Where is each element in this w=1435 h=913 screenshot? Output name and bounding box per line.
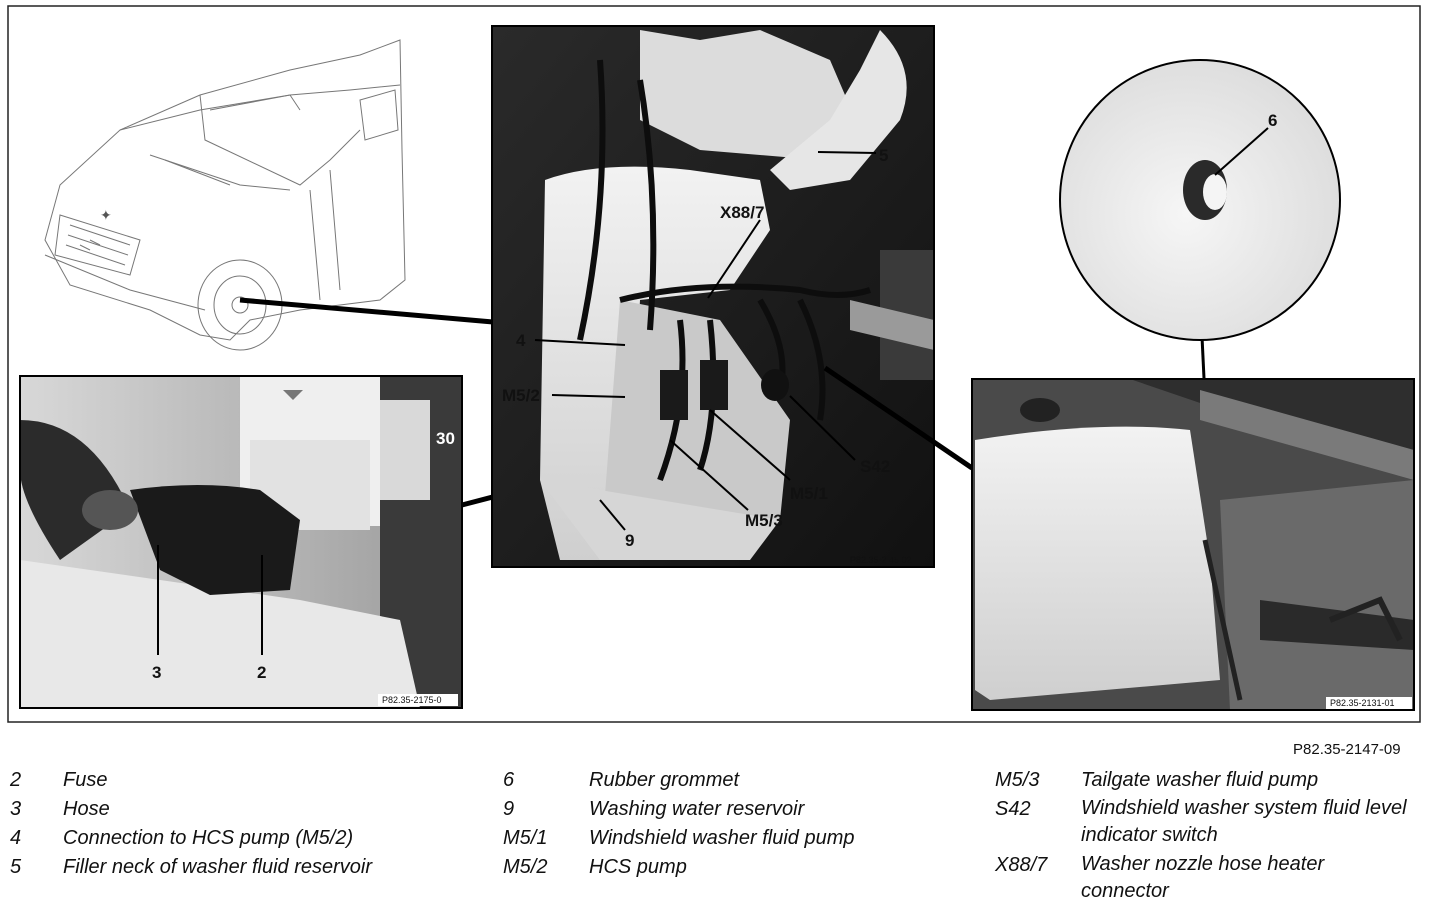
callout-x88-7: X88/7: [720, 203, 765, 222]
legend-code: 5: [10, 856, 22, 878]
legend-column-1: [10, 766, 480, 882]
callout-9: 9: [625, 531, 635, 550]
legend-item: [503, 853, 973, 882]
figure-reference: P82.35-2147-09: [1293, 741, 1401, 758]
photo-right-reservoir: [972, 379, 1414, 710]
legend-code: X88/7: [995, 854, 1048, 876]
legend-item: [995, 766, 1425, 795]
legend-desc: Fuse: [63, 769, 108, 791]
legend-code: M5/3: [995, 769, 1040, 791]
legend-code: 2: [10, 769, 22, 791]
photo-code-center: P82.35-2 45 02: [850, 555, 912, 565]
legend-desc: Washing water reservoir: [589, 798, 805, 820]
legend-desc: Filler neck of washer fluid reservoir: [63, 856, 372, 878]
callout-4: 4: [516, 331, 526, 350]
legend-code: 3: [10, 798, 22, 820]
car-star-emblem: ✦: [100, 208, 112, 224]
callout-s42: S42: [860, 457, 891, 476]
legend-desc: Windshield washer system fluid level indicator switch: [1081, 797, 1407, 846]
legend-item: [10, 824, 480, 853]
legend-column-2: [503, 766, 973, 882]
legend-code: M5/1: [503, 827, 548, 849]
callout-m5-2: M5/2: [502, 386, 540, 405]
legend-desc: Rubber grommet: [589, 769, 740, 791]
legend-item: [995, 851, 1425, 907]
photo-code-right: P82.35-2131-01: [1330, 698, 1395, 708]
photo-code-left: P82.35-2175-0: [382, 695, 442, 705]
callout-m5-3: M5/3: [745, 511, 783, 530]
legend-code: 6: [503, 769, 515, 791]
legend-item: [995, 795, 1425, 851]
legend-item: [503, 824, 973, 853]
legend-desc: Connection to HCS pump (M5/2): [63, 827, 354, 849]
legend-item: [503, 766, 973, 795]
legend-column-3: [995, 766, 1425, 907]
callout-2: 2: [257, 663, 267, 682]
callout-30: 30: [436, 429, 455, 448]
legend-item: [10, 853, 480, 882]
callout-6: 6: [1268, 111, 1278, 130]
legend-desc: Windshield washer fluid pump: [589, 827, 855, 849]
legend-desc: HCS pump: [589, 856, 687, 878]
legend-desc: Washer nozzle hose heater connector: [1081, 853, 1325, 902]
legend-item: [503, 795, 973, 824]
legend-code: S42: [995, 798, 1031, 820]
legend-code: 4: [10, 827, 22, 849]
legend-desc: Tailgate washer fluid pump: [1081, 769, 1319, 791]
legend-code: 9: [503, 798, 515, 820]
legend-item: [10, 766, 480, 795]
legend-code: M5/2: [503, 856, 548, 878]
photo-center-reservoir: [492, 26, 934, 567]
legend-desc: Hose: [63, 798, 110, 820]
callout-3: 3: [152, 663, 162, 682]
callout-5: 5: [879, 146, 889, 165]
callout-m5-1: M5/1: [790, 484, 828, 503]
photo-left-fuse-hose: [20, 376, 462, 708]
legend-item: [10, 795, 480, 824]
